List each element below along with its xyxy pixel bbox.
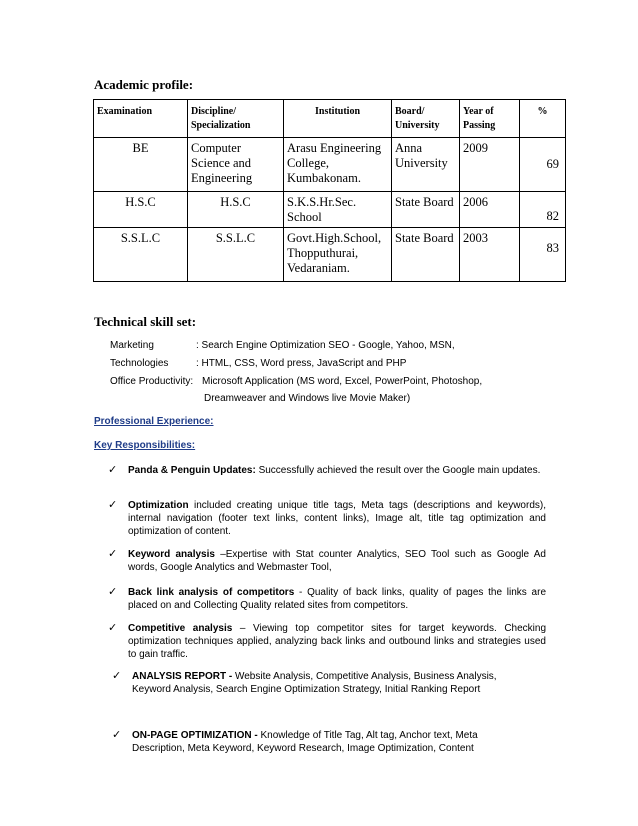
exam-cell: H.S.C (94, 192, 188, 228)
header-percent: % (520, 100, 566, 138)
header-discipline: Discipline/ Specialization (188, 100, 284, 138)
responsibility-list (108, 499, 546, 538)
list-item (108, 464, 546, 477)
year-cell: 2003 (460, 228, 520, 282)
bullet-title: Back link analysis of competitors (128, 587, 295, 598)
discipline-cell: Computer Science and Engineering (188, 138, 284, 192)
bullet-title: Competitive analysis (128, 623, 233, 634)
responsibility-list (108, 464, 546, 477)
skill-label: Technologies (110, 358, 169, 369)
institution-cell: Arasu Engineering College, Kumbakonam. (284, 138, 392, 192)
academic-profile-heading: Academic profile: (94, 77, 194, 92)
year-cell: 2006 (460, 192, 520, 228)
key-responsibilities-heading: Key Responsibilities: (94, 440, 196, 451)
table-row (94, 192, 566, 228)
institution-cell: Govt.High.School, Thopputhurai, Vedaraniam. (284, 228, 392, 282)
institution-cell: S.K.S.Hr.Sec. School (284, 192, 392, 228)
header-board: Board/ University (392, 100, 460, 138)
list-item (112, 670, 532, 696)
bullet-text: Successfully achieved the result over the Google main updates. (255, 465, 541, 476)
professional-experience-heading: Professional Experience: (94, 416, 214, 427)
discipline-cell: S.S.L.C (188, 228, 284, 282)
board-cell: State Board (392, 192, 460, 228)
bullet-text: – Viewing top competitor sites for target keywords. Checking optimization techniques applied, analyzing back links and outbound links and strategies used to gain traffic. (128, 623, 547, 660)
checkmark-icon: ✓ (112, 670, 122, 682)
bullet-text: Website Analysis, Competitive Analysis, Business Analysis, Keyword Analysis, Search Engine Optimization Strategy, Initial Ranking Report (132, 671, 497, 695)
skill-label: Office Productivity: (110, 376, 194, 387)
list-item (108, 622, 546, 661)
discipline-cell: H.S.C (188, 192, 284, 228)
bullet-text: - Quality of back links, quality of pages the links are placed on and Collecting Quality related sites from competitors. (128, 587, 546, 611)
board-cell: Anna University (392, 138, 460, 192)
header-institution: Institution (284, 100, 392, 138)
list-item (108, 548, 546, 574)
checkmark-icon: ✓ (108, 586, 118, 598)
checkmark-icon: ✓ (108, 622, 118, 634)
year-cell: 2009 (460, 138, 520, 192)
checkmark-icon: ✓ (108, 499, 118, 511)
percent-cell: 83 (520, 228, 566, 282)
bullet-text: –Expertise with Stat counter Analytics, SEO Tool such as Google Ad words, Google Analytics and Webmaster Tool, (128, 549, 546, 573)
exam-cell: BE (94, 138, 188, 192)
bullet-title: Keyword analysis (128, 549, 215, 560)
skill-value: Dreamweaver and Windows live Movie Maker) (204, 393, 411, 404)
list-item (108, 586, 546, 612)
responsibility-list (112, 729, 532, 755)
responsibility-list (112, 670, 532, 696)
checkmark-icon: ✓ (112, 729, 122, 741)
responsibility-list (108, 622, 546, 661)
bullet-title: Panda & Penguin Updates: (128, 465, 256, 476)
table-row (94, 228, 566, 282)
list-item (108, 499, 546, 538)
academic-table (93, 99, 566, 282)
skill-office-productivity (110, 376, 483, 387)
skill-technologies (110, 358, 407, 369)
percent-cell: 82 (520, 192, 566, 228)
bullet-title: ON-PAGE OPTIMIZATION - (132, 730, 258, 741)
skill-value: : HTML, CSS, Word press, JavaScript and PHP (196, 358, 407, 369)
bullet-title: ANALYSIS REPORT - (132, 671, 233, 682)
skill-marketing (110, 340, 455, 351)
header-year: Year of Passing (460, 100, 520, 138)
skill-value: : Search Engine Optimization SEO - Google, Yahoo, MSN, (196, 340, 455, 351)
bullet-title: Optimization (128, 500, 189, 511)
table-row (94, 138, 566, 192)
checkmark-icon: ✓ (108, 464, 118, 476)
skill-label: Marketing (110, 340, 154, 351)
exam-cell: S.S.L.C (94, 228, 188, 282)
bullet-text: Knowledge of Title Tag, Alt tag, Anchor text, Meta Description, Meta Keyword, Keyword Research, Image Optimization, Content (132, 730, 478, 754)
percent-cell: 69 (520, 138, 566, 192)
list-item (112, 729, 532, 755)
responsibility-list (108, 548, 546, 574)
checkmark-icon: ✓ (108, 548, 118, 560)
technical-skill-heading: Technical skill set: (94, 314, 197, 329)
header-examination: Examination (94, 100, 188, 138)
skill-value: Microsoft Application (MS word, Excel, PowerPoint, Photoshop, (202, 376, 483, 387)
board-cell: State Board (392, 228, 460, 282)
responsibility-list (108, 586, 546, 612)
academic-table-header (94, 100, 566, 138)
bullet-text: included creating unique title tags, Meta tags (descriptions and keywords), internal navigation (footer text links, content links), Image alt, title tag optimization and optimization of content. (128, 500, 546, 537)
